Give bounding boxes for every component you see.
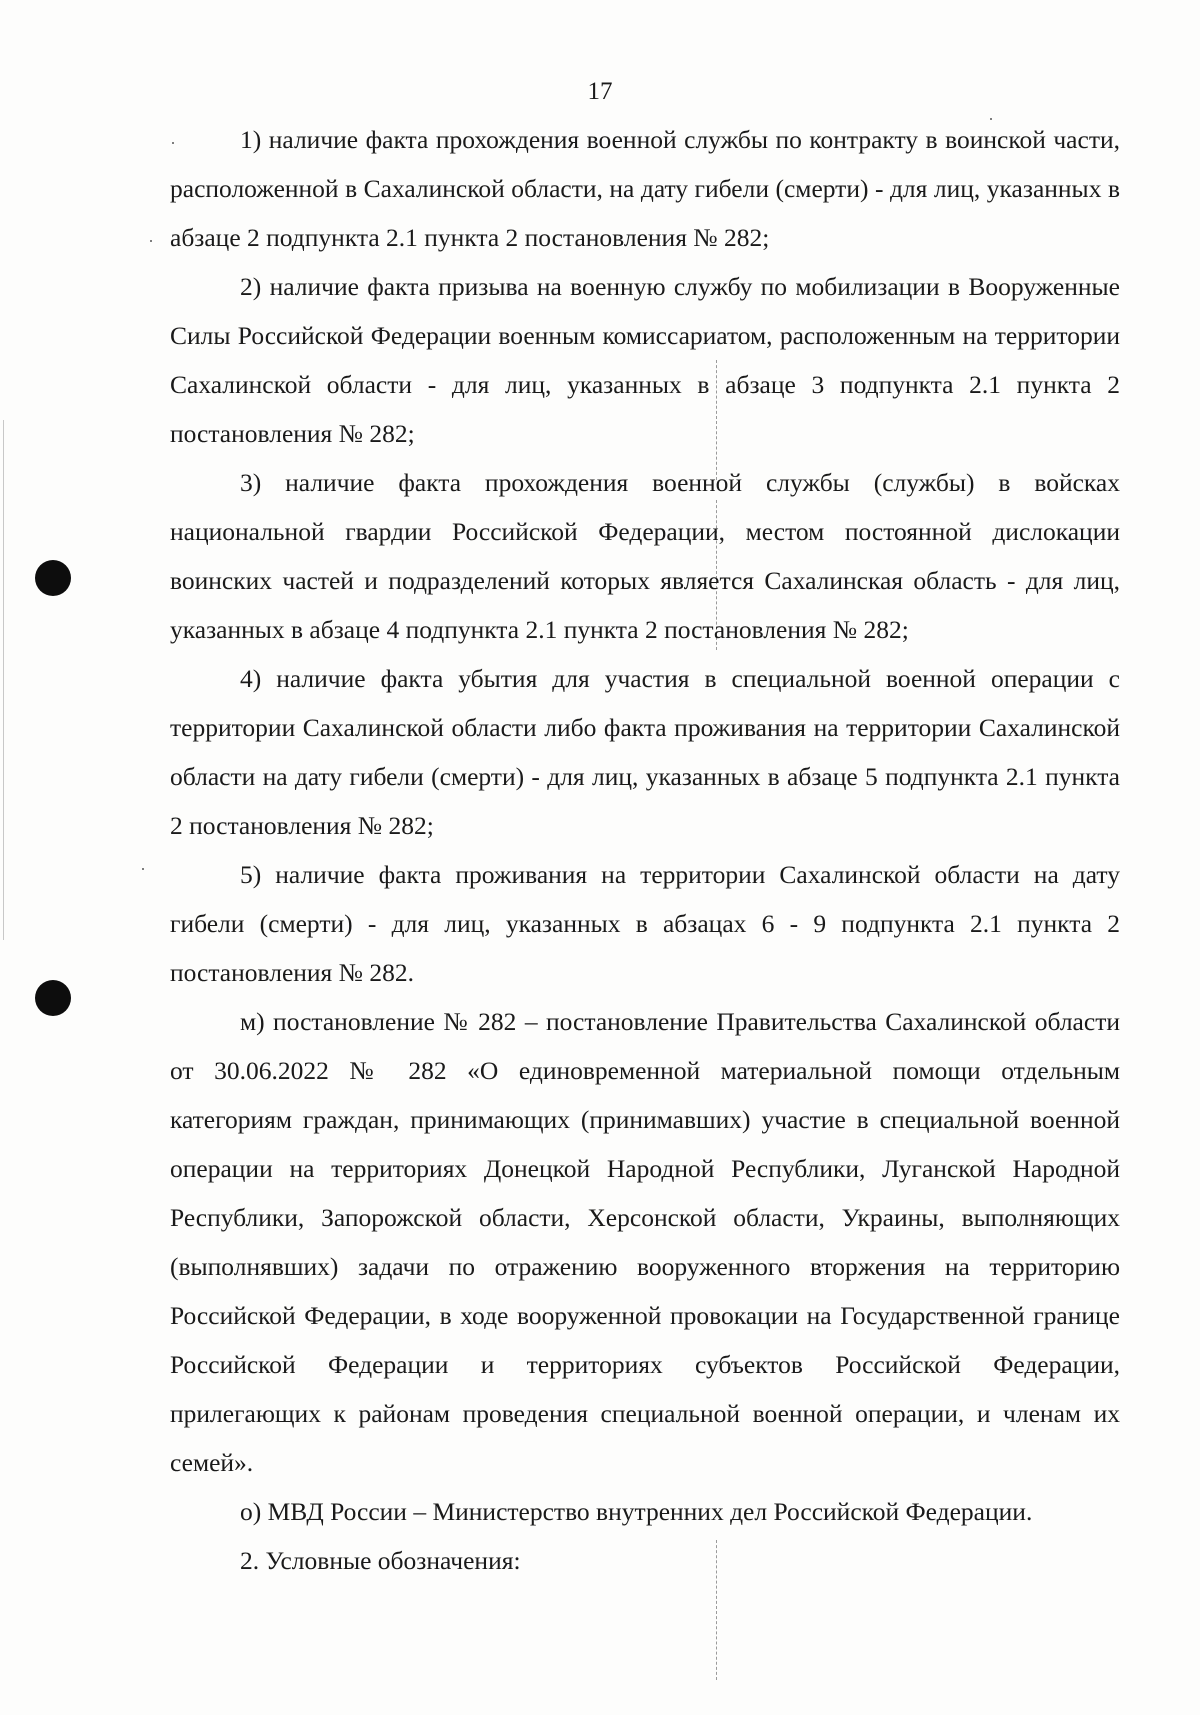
paragraph-item-3: 3) наличие факта прохождения военной службы (службы) в войсках национальной гвардии Российской Федерации, местом постоянной дислокации воинских частей и подразделений которых является Сахалинская область - для лиц, указанных в абзаце 4 подпункта 2.1 пункта 2 постановления № 282; — [170, 468, 1120, 644]
paragraph-item-4: 4) наличие факта убытия для участия в специальной военной операции с территории Сахалинской области либо факта проживания на территории Сахалинской области на дату гибели (смерти) - для лиц, указанных в абзаце 5 подпункта 2.1 пункта 2 постановления № 282; — [170, 664, 1120, 840]
page-number: 17 — [587, 78, 613, 105]
scan-speck — [150, 240, 152, 242]
paragraph-item-2: 2) наличие факта призыва на военную службу по мобилизации в Вооруженные Силы Российской Федерации военным комиссариатом, расположенным на территории Сахалинской области - для лиц, указанных в абзаце 3 подпункта 2.1 пункта 2 постановления № 282; — [170, 272, 1120, 448]
paragraph-item-1: 1) наличие факта прохождения военной службы по контракту в воинской части, расположенной в Сахалинской области, на дату гибели (смерти) - для лиц, указанных в абзаце 2 подпункта 2.1 пункта 2 постановления № 282; — [170, 125, 1120, 252]
paragraph-definition-m: м) постановление № 282 – постановление Правительства Сахалинской области от 30.06.2022 № 282 «О единовременной материальной помощи отдельным категориям граждан, принимающих (принимавших) участие в специальной военной операции на территориях Донецкой Народной Республики, Луганской Народной Республики, Запорожской области, Херсонской области, Украины, выполняющих (выполнявших) задачи по отражению вооруженного вторжения на территорию Российской Федерации, в ходе вооруженной провокации на Государственной границе Российской Федерации и территориях субъектов Российской Федерации, прилегающих к районам проведения специальной военной операции, и членам их семей». — [170, 1007, 1120, 1477]
paragraph-item-5: 5) наличие факта проживания на территории Сахалинской области на дату гибели (смерти) - для лиц, указанных в абзацах 6 - 9 подпункта 2.1 пункта 2 постановления № 282. — [170, 860, 1120, 987]
document-body — [170, 115, 1120, 1585]
punch-hole-upper — [35, 560, 71, 596]
section-heading-symbols: 2. Условные обозначения: — [240, 1546, 521, 1575]
punch-hole-lower — [35, 980, 71, 1016]
paragraph-definition-o: о) МВД России – Министерство внутренних дел Российской Федерации. — [240, 1497, 1033, 1526]
scan-speck — [142, 868, 144, 870]
scan-edge-line — [3, 420, 4, 940]
